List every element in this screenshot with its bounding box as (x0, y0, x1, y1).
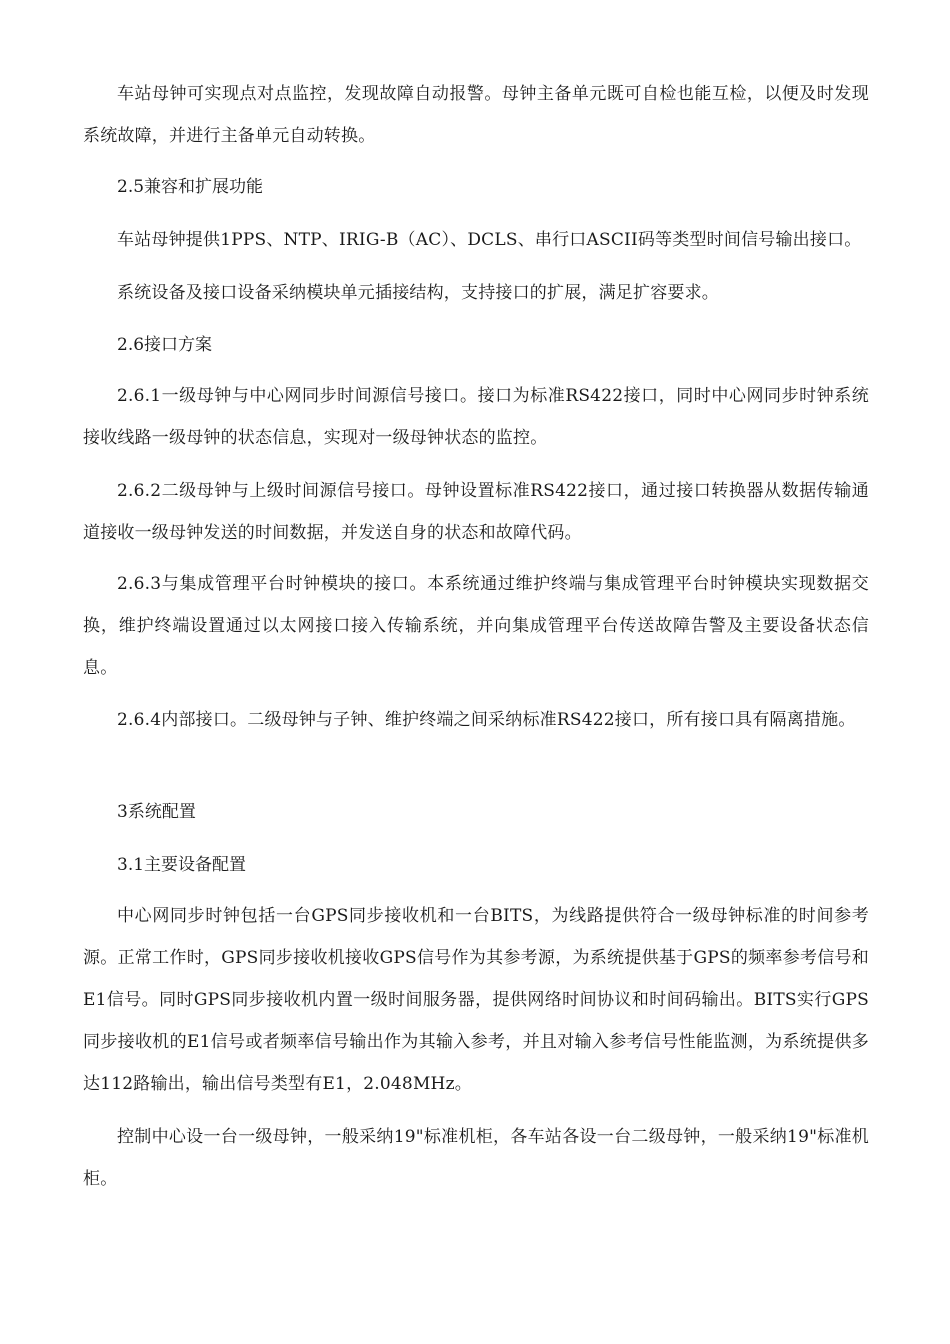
paragraph-station-clock-monitoring: 车站母钟可实现点对点监控，发现故障自动报警。母钟主备单元既可自检也能互检，以便及时发现系统故障，并进行主备单元自动转换。 (83, 84, 869, 146)
heading-2-5: 2.5兼容和扩展功能 (117, 177, 264, 197)
paragraph-main-equipment: 中心网同步时钟包括一台GPS同步接收机和一台BITS，为线路提供符合一级母钟标准的时间参考源。正常工作时，GPS同步接收机接收GPS信号作为其参考源，为系统提供基于GPS的频率参考信号和E1信号。同时GPS同步接收机内置一级时间服务器，提供网络时间协议和时间码输出。BITS实行GPS同步接收机的E1信号或者频率信号输出作为其输入参考，并且对输入参考信号性能监测，为系统提供多达112路输出，输出信号类型有E1，2.048MHz。 (83, 906, 869, 1094)
paragraph-cabinet-config: 控制中心设一台一级母钟，一般采纳19"标准机柜，各车站各设一台二级母钟，一般采纳19"标准机柜。 (83, 1127, 869, 1189)
heading-2-6: 2.6接口方案 (117, 335, 213, 355)
paragraph-2-6-2: 2.6.2二级母钟与上级时间源信号接口。母钟设置标准RS422接口，通过接口转换器从数据传输通道接收一级母钟发送的时间数据，并发送自身的状态和故障代码。 (83, 481, 869, 543)
heading-3: 3系统配置 (117, 802, 196, 822)
paragraph-2-6-3: 2.6.3与集成管理平台时钟模块的接口。本系统通过维护终端与集成管理平台时钟模块实现数据交换，维护终端设置通过以太网接口接入传输系统，并向集成管理平台传送故障告警及主要设备状态信息。 (83, 574, 869, 678)
heading-3-1: 3.1主要设备配置 (117, 855, 247, 875)
paragraph-2-6-1: 2.6.1一级母钟与中心网同步时间源信号接口。接口为标准RS422接口，同时中心网同步时钟系统接收线路一级母钟的状态信息，实现对一级母钟状态的监控。 (83, 386, 869, 448)
paragraph-output-interfaces: 车站母钟提供1PPS、NTP、IRIG-B（AC）、DCLS、串行口ASCII码等类型时间信号输出接口。 (117, 230, 862, 250)
paragraph-modular-structure: 系统设备及接口设备采纳模块单元插接结构，支持接口的扩展，满足扩容要求。 (117, 283, 719, 303)
paragraph-2-6-4: 2.6.4内部接口。二级母钟与子钟、维护终端之间采纳标准RS422接口，所有接口具有隔离措施。 (117, 710, 856, 730)
